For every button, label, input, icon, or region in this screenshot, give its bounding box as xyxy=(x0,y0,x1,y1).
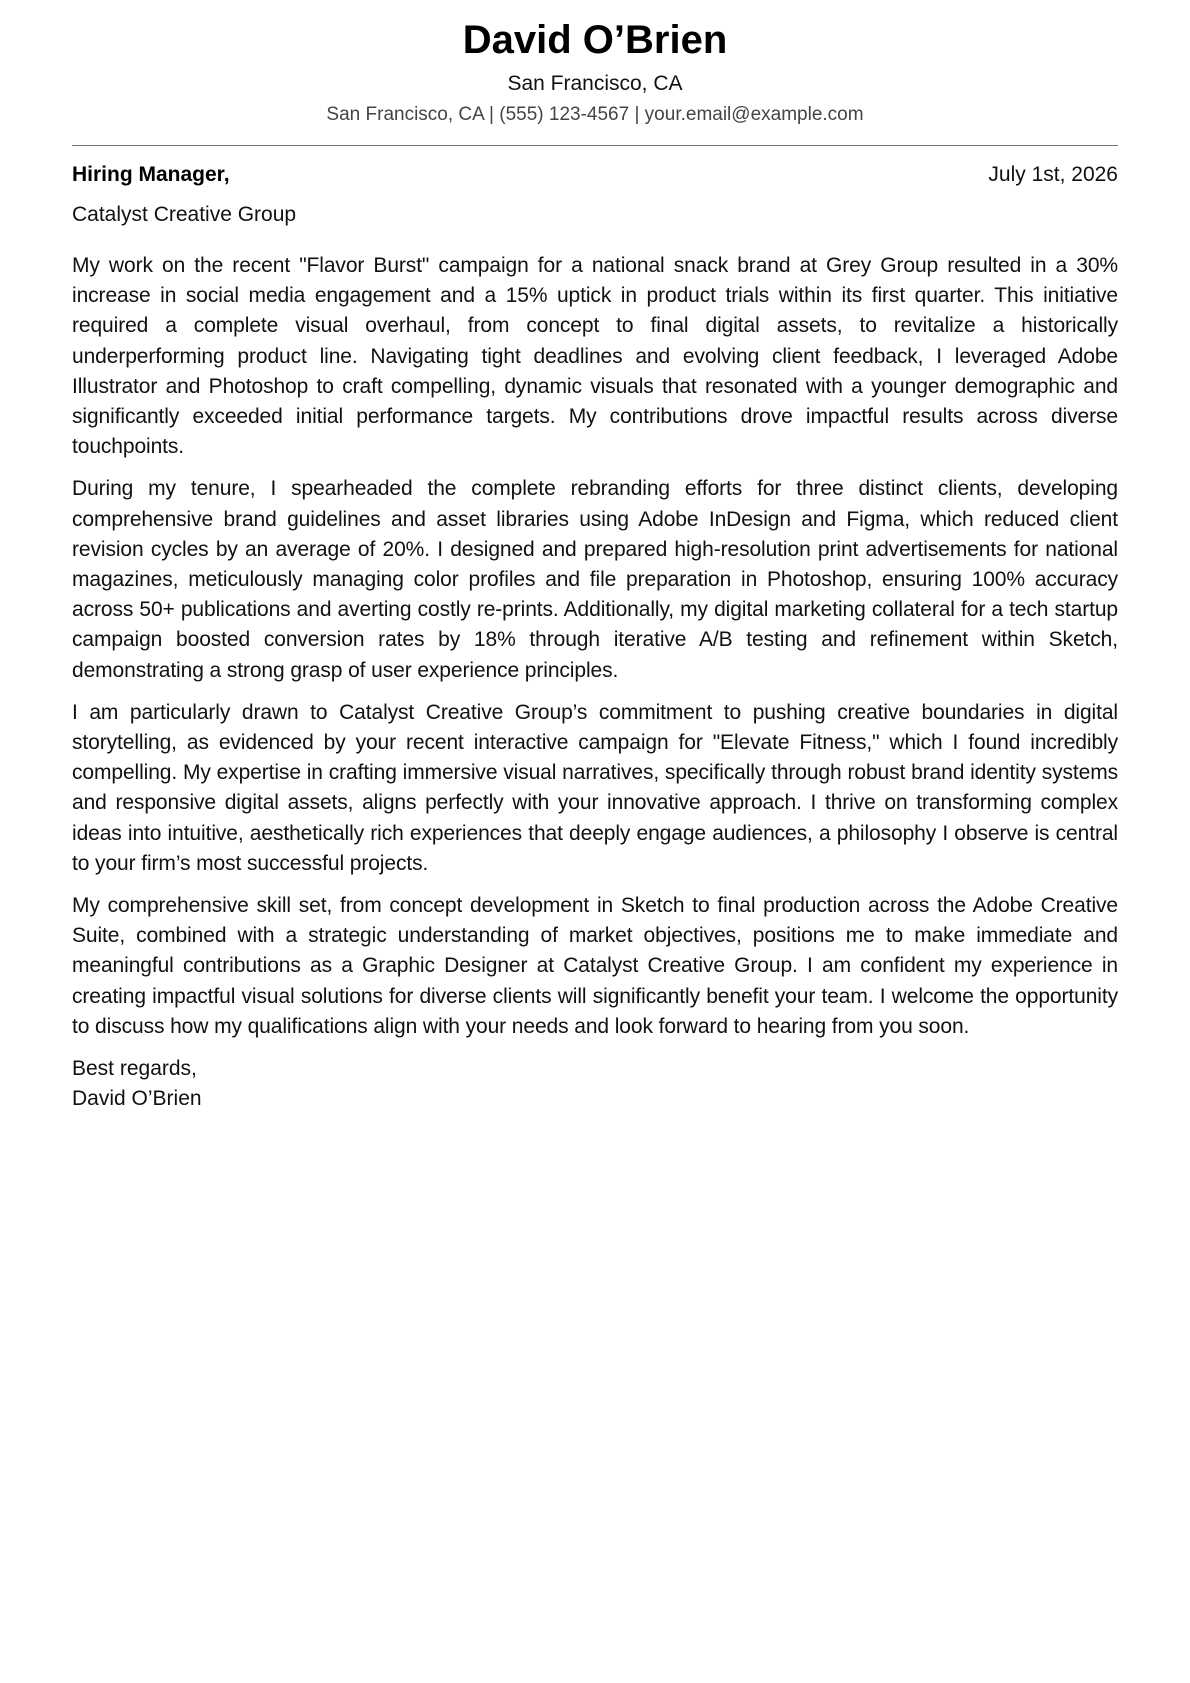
letter-date: July 1st, 2026 xyxy=(988,163,1118,186)
applicant-contact-line: San Francisco, CA | (555) 123-4567 | your.email@example.com xyxy=(326,104,864,125)
body-paragraph: During my tenure, I spearheaded the complete rebranding efforts for three distinct clients, developing comprehensive brand guidelines and asset libraries using Adobe InDesign and Figma, which reduced client revision cycles by an average of 20%. I designed and prepared high-resolution print advertisements for national magazines, meticulously managing color profiles and file preparation in Photoshop, ensuring 100% accuracy across 50+ publications and averting costly re-prints. Additionally, my digital marketing collateral for a tech startup campaign boosted conversion rates by 18% through iterative A/B testing and refinement within Sketch, demonstrating a strong grasp of user experience principles. xyxy=(72,477,1118,682)
applicant-name: David O’Brien xyxy=(462,18,728,62)
header-divider xyxy=(72,145,1118,146)
body-paragraph: My work on the recent "Flavor Burst" campaign for a national snack brand at Grey Group resulted in a 30% increase in social media engagement and a 15% uptick in product trials within its first quarter. This initiative required a complete visual overhaul, from concept to final digital assets, to revitalize a historically underperforming product line. Navigating tight deadlines and evolving client feedback, I leveraged Adobe Illustrator and Photoshop to craft compelling, dynamic visuals that resonated with a younger demographic and significantly exceeded initial performance targets. My contributions drove impactful results across diverse touchpoints. xyxy=(72,254,1118,459)
letter-body xyxy=(72,251,1118,1042)
recipient-row xyxy=(72,160,1118,190)
applicant-location: San Francisco, CA xyxy=(507,72,683,95)
recipient-company: Catalyst Creative Group xyxy=(72,203,297,226)
body-paragraph: My comprehensive skill set, from concept development in Sketch to final production across the Adobe Creative Suite, combined with a strategic understanding of market objectives, positions me to make immediate and meaningful contributions as a Graphic Designer at Catalyst Creative Group. I am confident my experience in creating impactful visual solutions for diverse clients will significantly benefit your team. I welcome the opportunity to discuss how my qualifications align with your needs and look forward to hearing from you soon. xyxy=(72,894,1118,1038)
letter-header xyxy=(72,14,1118,128)
body-paragraph: I am particularly drawn to Catalyst Creative Group’s commitment to pushing creative boundaries in digital storytelling, as evidenced by your recent interactive campaign for "Elevate Fitness," which I found incredibly compelling. My expertise in crafting immersive visual narratives, specifically through robust brand identity systems and responsive digital assets, aligns perfectly with your innovative approach. I thrive on transforming complex ideas into intuitive, aesthetically rich experiences that deeply engage audiences, a philosophy I observe is central to your firm’s most successful projects. xyxy=(72,700,1118,875)
closing-salutation: Best regards, xyxy=(72,1057,197,1081)
letter-closing xyxy=(72,1054,1118,1114)
recipient-greeting: Hiring Manager, xyxy=(72,163,230,186)
signature-name: David O’Brien xyxy=(72,1087,202,1111)
